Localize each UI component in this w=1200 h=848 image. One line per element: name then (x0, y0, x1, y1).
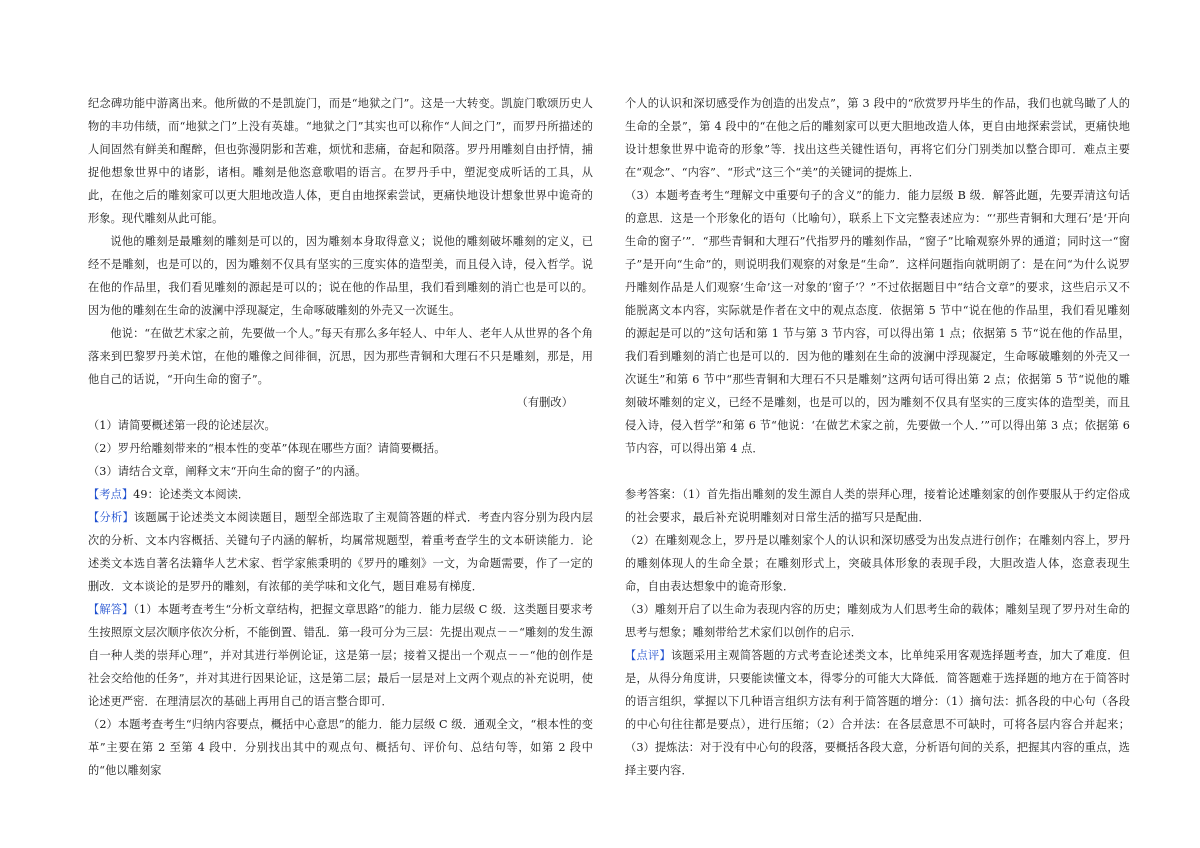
question-1: （1）请简要概述第一段的论述层次。 (88, 419, 276, 432)
dianping-text: 该题采用主观简答题的方式考查论述类文本，比单纯采用客观选择题考查，加大了难度．但是，从得分角度讲，只要能读懂文本，得零分的可能大大降低．简答题难于选择题的地方在于简答时的语言组织，掌握以下几种语言组织方法有利于简答题的增分：（1）摘句法：抓各段的中心句（各段的中心句往往都是要点），进行压缩；（2）合并法：在各层意思不可缺时，可将各层内容合并起来；（3）提炼法：对于没有中心句的段落，要概括各段大意，分析语句间的关系，把握其内容的重点，选择主要内容． (625, 649, 1130, 777)
passage-paragraph-2: 说他的雕刻是最雕刻的雕刻是可以的，因为雕刻本身取得意义；说他的雕刻破坏雕刻的定义，已经不是雕刻，也是可以的，因为雕刻不仅具有坚实的三度实体的造型美，而且侵入诗，侵入哲学。说在他的作品里，我们看见雕刻的源起是可以的；说在他的作品里，我们看到雕刻的消亡也是可以的。因为他的雕刻在生命的波澜中浮现凝定，生命啄破雕刻的外壳又一次诞生。 (88, 235, 593, 317)
source-note: （有删改） (516, 396, 573, 409)
analysis-part-3: （3）本题考查考生“理解文中重要句子的含义”的能力．能力层级 B 级．解答此题，先要弄清这句话的意思．这是一个形象化的语句（比喻句），联系上下文完整表述应为：“‘那些青铜和大理石’是‘开向生命的窗子’”．“那些青铜和大理石”代指罗丹的雕刻作品，“窗子”比喻观察外界的通道；同时这一“窗子”是开向“生命”的，则说明我们观察的对象是“生命”．这样问题指向就明朗了：是在问“为什么说罗丹雕刻作品是人们观察‘生命’这一对象的‘窗子’？”不过依据题目中“结合文章”的要求，这些启示又不能脱离文本内容，实际就是作者在文中的观点态度．依据第 5 节中“说在他的作品里，我们看见雕刻的源起是可以的”这句话和第 1 节与第 3 节内容，可以得出第 1 点；依据第 5 节“说在他的作品里，我们看到雕刻的消亡也是可以的．因为他的雕刻在生命的波澜中浮现凝定，生命啄破雕刻的外壳又一次诞生”和第 6 节中“那些青铜和大理石不只是雕刻”这两句话可得出第 2 点；依据第 5 节“说他的雕刻破坏雕刻的定义，已经不是雕刻，也是可以的，因为雕刻不仅具有坚实的三度实体的造型美，而且侵入诗，侵入哲学”和第 6 节“他说：‘在做艺术家之前，先要做一个人．’”可以得出第 3 点；依据第 6 节内容，可以得出第 4 点． (625, 189, 1130, 455)
analysis-continued: 个人的认识和深切感受作为创造的出发点”，第 3 段中的“欣赏罗丹毕生的作品，我们也就鸟瞰了人的生命的全景”，第 4 段中的“在他之后的雕刻家可以更大胆地改造人体，更自由地探索尝试，更痛快地设计想象世界中诡奇的形象”等．找出这些关键性语句，再将它们分门别类加以整合即可．难点主要在“观念”、“内容”、“形式”这三个“美”的关键词的提炼上． (625, 97, 1130, 179)
kaodian-section (88, 483, 593, 506)
dianping-tag: 【点评】 (625, 649, 671, 662)
jieda-section (88, 598, 593, 713)
passage-paragraph-3: 他说：“在做艺术家之前，先要做一个人。”每天有那么多年轻人、中年人、老年人从世界的各个角落来到巴黎罗丹美术馆，在他的雕像之间徘徊，沉思，因为那些青铜和大理石不只是雕刻，那是，用他自己的话说，“开向生命的窗子”。 (88, 327, 593, 386)
fenxi-section (88, 506, 593, 598)
right-column (625, 92, 1130, 782)
dianping-section (625, 644, 1130, 782)
jieda-tag: 【解答】 (88, 603, 134, 616)
jieda-text: （1）本题考查考生“分析文章结构，把握文章思路”的能力．能力层级 C 级．这类题目要求考生按照原文层次顺序依次分析，不能倒置、错乱．第一段可分为三层：先提出观点－－“雕刻的发生源自一种人类的崇拜心理”，并对其进行举例论证，这是第一层；接着又提出一个观点－－“他的创作是社会交给他的任务”，并对其进行因果论证，这是第二层；最后一层是对上文两个观点的补充说明，使论述更严密．在理清层次的基础上再用自己的语言整合即可． (88, 603, 594, 708)
reference-answer-3: （3）雕刻开启了以生命为表现内容的历史；雕刻成为人们思考生命的载体；雕刻呈现了罗丹对生命的思考与想象；雕刻带给艺术家们以创作的启示． (625, 603, 1130, 639)
section-gap (625, 460, 1130, 483)
fenxi-tag: 【分析】 (88, 511, 134, 524)
reference-answer-1: 参考答案：（1）首先指出雕刻的发生源自人类的崇拜心理，接着论述雕刻家的创作要服从于约定俗成的社会要求，最后补充说明雕刻对日常生活的描写只是配曲． (625, 488, 1130, 524)
left-column (88, 92, 593, 782)
passage-paragraph-1: 纪念碑功能中游离出来。他所做的不是凯旋门，而是“地狱之门”。这是一大转变。凯旋门歌颂历史人物的丰功伟绩，而“地狱之门”上没有英雄。“地狱之门”其实也可以称作“人间之门”，而罗丹所描述的人间固然有鲜美和醒醉，但也弥漫阴影和苦难，烦忧和悲痛，奋起和陨落。罗丹用雕刻自由抒情，捕捉他想象世界中的诸影，诸相。雕刻是他恣意歌唱的语言。在罗丹手中，塑泥变成听话的工具，从此，在他之后的雕刻家可以更大胆地改造人体，更自由地探索尝试，更痛快地设计想象世界中诡奇的形象。现代雕刻从此可能。 (88, 97, 593, 225)
kaodian-text: 49：论述类文本阅读． (133, 488, 250, 501)
reference-answer-2: （2）在雕刻观念上，罗丹是以雕刻家个人的认识和深切感受为出发点进行创作；在雕刻内容上，罗丹的雕刻体现人的生命全景；在雕刻形式上，突破具体形象的表现手段，大胆改造人体，恣意表现生命，自由表达想象中的诡奇形象． (625, 534, 1130, 593)
kaodian-tag: 【考点】 (88, 488, 134, 501)
jieda-part-2: （2）本题考查考生“归纳内容要点，概括中心意思”的能力．能力层级 C 级．通观全文，“根本性的变革”主要在第 2 至第 4 段中．分别找出其中的观点句、概括句、评价句、总结句等，如第 2 段中的“他以雕刻家 (88, 718, 593, 777)
question-3: （3）请结合文章，阐释文末“开向生命的窗子”的内涵。 (88, 465, 367, 478)
fenxi-text: 该题属于论述类文本阅读题目，题型全部选取了主观简答题的样式．考查内容分别为段内层次的分析、文本内容概括、关键句子内涵的解析，均属常规题型，着重考查学生的文本研读能力．论述类文本选自著名法籍华人艺术家、哲学家熊秉明的《罗丹的雕刻》一文，为命题需要，作了一定的删改．文本谈论的是罗丹的雕刻，有浓郁的美学味和文化气，题目难易有梯度． (88, 511, 593, 593)
question-2: （2）罗丹给雕刻带来的“根本性的变革”体现在哪些方面？请简要概括。 (88, 442, 446, 455)
